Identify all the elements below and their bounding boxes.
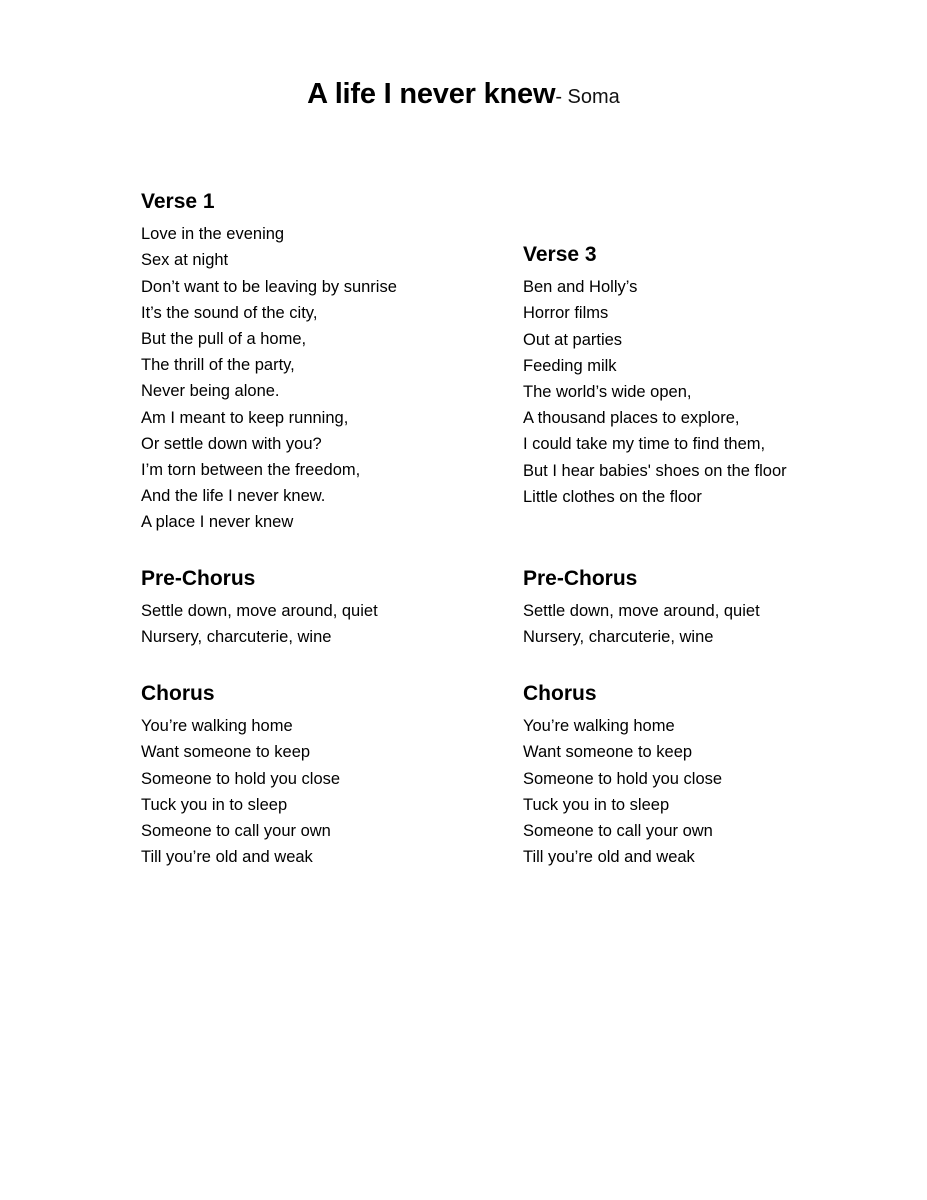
lyric-line: Love in the evening [141, 225, 285, 244]
section-pre-chorus-right [523, 566, 813, 651]
lyric-line: Nursery, charcuterie, wine [523, 628, 714, 647]
lyric-line: I could take my time to find them, [523, 435, 766, 454]
lyric-line: But the pull of a home, [141, 330, 307, 349]
lyric-line: You’re walking home [523, 717, 675, 736]
section-heading: Verse 3 [523, 243, 597, 266]
section-chorus-left [141, 681, 491, 870]
lyric-line: It’s the sound of the city, [141, 303, 318, 322]
song-title: A life I never knew [307, 78, 556, 110]
lyric-line: Don’t want to be leaving by sunrise [141, 277, 397, 296]
lyric-line: And the life I never knew. [141, 487, 326, 506]
lyric-line: You’re walking home [141, 717, 293, 736]
song-artist: - Soma [555, 86, 620, 108]
lyric-line: Ben and Holly’s [523, 278, 638, 297]
section-verse-1 [141, 189, 491, 536]
lyric-line: Till you’re old and weak [141, 848, 313, 867]
lyric-line: The thrill of the party, [141, 356, 295, 375]
lyric-line: But I hear babies' shoes on the floor [523, 461, 787, 480]
lyric-line: Never being alone. [141, 382, 280, 401]
lyric-line: Little clothes on the floor [523, 487, 702, 506]
section-heading: Chorus [523, 682, 597, 705]
lyric-line: Tuck you in to sleep [141, 795, 288, 814]
lyric-line: Tuck you in to sleep [523, 795, 670, 814]
section-heading: Verse 1 [141, 190, 215, 213]
section-pre-chorus-left [141, 566, 491, 651]
section-heading: Pre-Chorus [523, 567, 638, 590]
lyric-line: Someone to call your own [141, 822, 331, 841]
lyric-line: Am I meant to keep running, [141, 408, 349, 427]
lyric-line: Settle down, move around, quiet [523, 602, 760, 621]
section-verse-3 [523, 242, 813, 510]
lyric-line: Want someone to keep [141, 743, 311, 762]
lyric-line: I’m torn between the freedom, [141, 461, 361, 480]
lyric-line: A place I never knew [141, 513, 294, 532]
lyric-line: Till you’re old and weak [523, 848, 695, 867]
lyric-line: Or settle down with you? [141, 434, 322, 453]
section-heading: Chorus [141, 682, 215, 705]
lyric-line: Horror films [523, 304, 609, 323]
lyric-line: Sex at night [141, 251, 229, 270]
lyric-line: Settle down, move around, quiet [141, 602, 378, 621]
lyric-line: Out at parties [523, 330, 623, 349]
lyric-line: Want someone to keep [523, 743, 693, 762]
lyric-line: Feeding milk [523, 356, 617, 375]
lyric-line: Someone to hold you close [523, 769, 723, 788]
lyric-line: A thousand places to explore, [523, 409, 740, 428]
section-heading: Pre-Chorus [141, 567, 256, 590]
lyric-line: Someone to hold you close [141, 769, 341, 788]
section-chorus-right [523, 681, 813, 870]
lyric-line: Nursery, charcuterie, wine [141, 628, 332, 647]
lyric-line: Someone to call your own [523, 822, 713, 841]
lyric-line: The world’s wide open, [523, 383, 692, 402]
